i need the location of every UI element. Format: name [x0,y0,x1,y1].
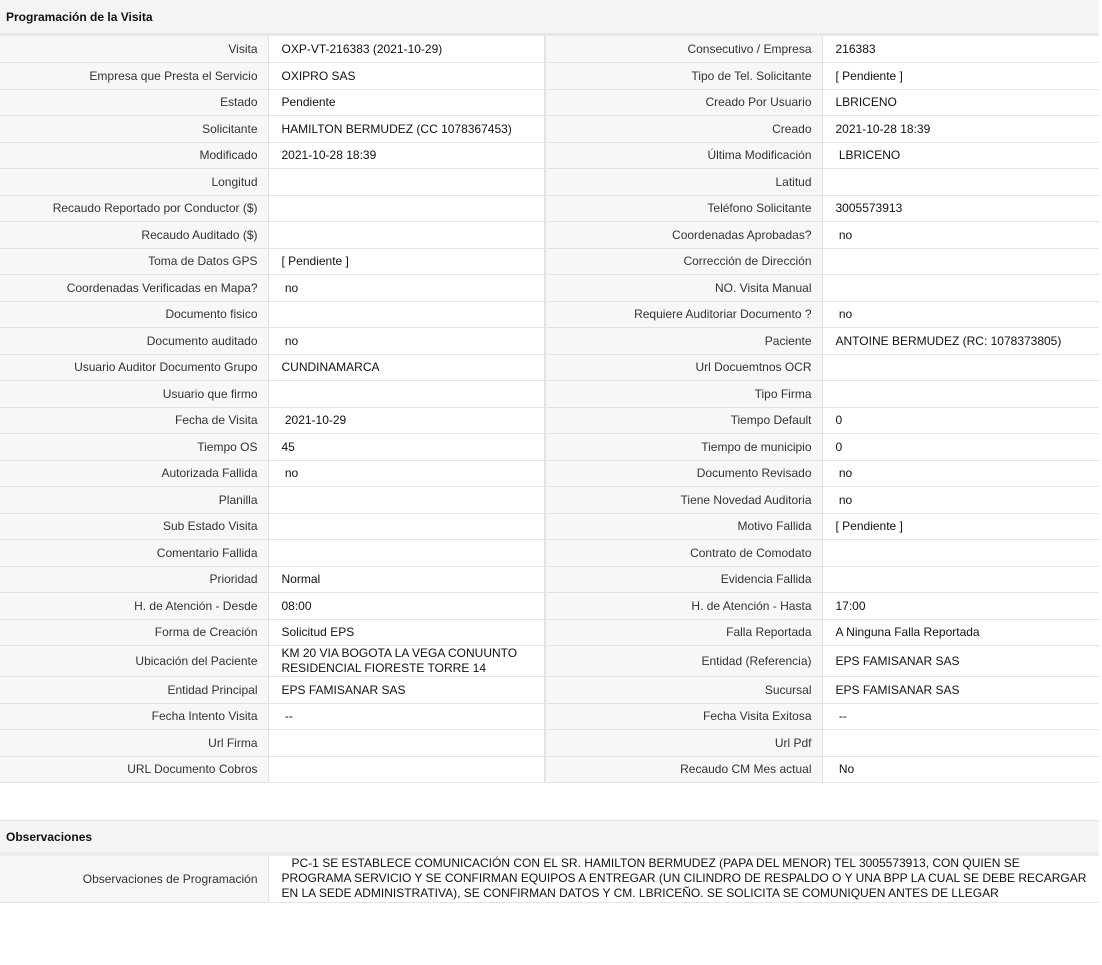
field-label: Toma de Datos GPS [0,248,268,275]
field-label: Latitud [545,169,822,196]
field-value: no [268,460,545,487]
field-value: 0 [822,434,1099,461]
field-value: PC-1 SE ESTABLECE COMUNICACIÓN CON EL SR. HAMILTON BERMUDEZ (PAPA DEL MENOR) TEL 3005573913, CON QUIEN SE PROGRAMA SERVICIO Y SE CONFIRMAN EQUIPOS A ENTREGAR (UN CILINDRO DE RESPALDO O Y UNA BPP LA CUAL SE DEBE RECARGAR EN LA SEDE ADMINISTRATIVA), SE CONFIRMAN DATOS Y CM. LBRICEÑO. SE SOLICITA SE COMUNIQUEN ANTES DE LLEGAR [268,856,1099,902]
field-label: Fecha Visita Exitosa [545,703,822,730]
field-value: 216383 [822,36,1099,63]
field-label: H. de Atención - Hasta [545,593,822,620]
field-label: Recaudo CM Mes actual [545,756,822,783]
table-row [0,381,1099,408]
table-row [0,142,1099,169]
field-label: Teléfono Solicitante [545,195,822,222]
field-value [268,195,545,222]
field-label: Sub Estado Visita [0,513,268,540]
section-title: Observaciones [6,829,93,844]
field-value [822,248,1099,275]
field-label: Recaudo Reportado por Conductor ($) [0,195,268,222]
field-label: Paciente [545,328,822,355]
field-value: no [822,487,1099,514]
field-value: no [268,275,545,302]
table-row [0,89,1099,116]
field-label: Prioridad [0,566,268,593]
field-value: No [822,756,1099,783]
field-value: Normal [268,566,545,593]
field-value: EPS FAMISANAR SAS [822,677,1099,704]
table-row [0,195,1099,222]
section-header-programacion [0,0,1099,36]
field-value: 0 [822,407,1099,434]
field-value: LBRICENO [822,142,1099,169]
table-row [0,460,1099,487]
field-label: Corrección de Dirección [545,248,822,275]
field-value [822,566,1099,593]
field-value [822,730,1099,757]
observaciones-table [0,856,1099,903]
field-value [268,487,545,514]
field-value [822,275,1099,302]
field-value: 2021-10-28 18:39 [822,116,1099,143]
table-row [0,169,1099,196]
field-label: URL Documento Cobros [0,756,268,783]
field-label: Tipo de Tel. Solicitante [545,63,822,90]
field-value: 17:00 [822,593,1099,620]
table-row [0,513,1099,540]
field-label: Entidad (Referencia) [545,646,822,677]
table-row [0,730,1099,757]
field-label: Tiempo Default [545,407,822,434]
field-label: Url Pdf [545,730,822,757]
field-label: Fecha Intento Visita [0,703,268,730]
field-label: Tiempo OS [0,434,268,461]
field-label: Tipo Firma [545,381,822,408]
field-label: Longitud [0,169,268,196]
field-label: Documento Revisado [545,460,822,487]
field-value [268,381,545,408]
field-value: HAMILTON BERMUDEZ (CC 1078367453) [268,116,545,143]
field-value: Solicitud EPS [268,619,545,646]
field-value: no [822,460,1099,487]
table-row [0,540,1099,567]
table-row [0,566,1099,593]
field-label: Documento auditado [0,328,268,355]
table-row [0,677,1099,704]
field-label: Usuario que firmo [0,381,268,408]
field-label: Tiene Novedad Auditoria [545,487,822,514]
field-label: Documento fisico [0,301,268,328]
field-value: 08:00 [268,593,545,620]
field-value: OXIPRO SAS [268,63,545,90]
table-row [0,703,1099,730]
field-label: Usuario Auditor Documento Grupo [0,354,268,381]
field-value: no [822,301,1099,328]
table-row [0,63,1099,90]
field-value: 45 [268,434,545,461]
table-row [0,756,1099,783]
field-value: [ Pendiente ] [822,63,1099,90]
field-value [268,540,545,567]
field-label: Coordenadas Verificadas en Mapa? [0,275,268,302]
field-value: KM 20 VIA BOGOTA LA VEGA CONUUNTO RESIDENCIAL FIORESTE TORRE 14 [268,646,545,677]
field-value [268,756,545,783]
field-label: Forma de Creación [0,619,268,646]
field-label: Observaciones de Programación [0,856,268,902]
table-row [0,593,1099,620]
field-value [822,354,1099,381]
table-row [0,354,1099,381]
field-value [822,540,1099,567]
field-value: no [822,222,1099,249]
field-label: Modificado [0,142,268,169]
table-row [0,36,1099,63]
field-value [268,301,545,328]
field-value [268,513,545,540]
field-value [822,169,1099,196]
field-value: CUNDINAMARCA [268,354,545,381]
field-label: Creado [545,116,822,143]
field-value [822,381,1099,408]
table-row [0,646,1099,677]
visit-details-table [0,36,1099,783]
table-row [0,487,1099,514]
table-row [0,116,1099,143]
field-label: Fecha de Visita [0,407,268,434]
field-value: Pendiente [268,89,545,116]
field-label: Evidencia Fallida [545,566,822,593]
field-label: NO. Visita Manual [545,275,822,302]
field-label: Empresa que Presta el Servicio [0,63,268,90]
field-label: Requiere Auditoriar Documento ? [545,301,822,328]
table-row [0,434,1099,461]
field-value: 2021-10-28 18:39 [268,142,545,169]
field-label: H. de Atención - Desde [0,593,268,620]
field-label: Tiempo de municipio [545,434,822,461]
section-header-observaciones [0,820,1099,856]
field-value: [ Pendiente ] [822,513,1099,540]
field-label: Ubicación del Paciente [0,646,268,677]
table-row [0,275,1099,302]
field-label: Contrato de Comodato [545,540,822,567]
field-value: A Ninguna Falla Reportada [822,619,1099,646]
table-row [0,407,1099,434]
field-value [268,730,545,757]
field-value: LBRICENO [822,89,1099,116]
field-value: OXP-VT-216383 (2021-10-29) [268,36,545,63]
table-row [0,328,1099,355]
field-label: Recaudo Auditado ($) [0,222,268,249]
table-row [0,248,1099,275]
field-label: Planilla [0,487,268,514]
field-value: 3005573913 [822,195,1099,222]
field-value [268,222,545,249]
field-value: 2021-10-29 [268,407,545,434]
field-label: Consecutivo / Empresa [545,36,822,63]
table-row [0,222,1099,249]
field-label: Entidad Principal [0,677,268,704]
field-value: EPS FAMISANAR SAS [268,677,545,704]
table-row [0,619,1099,646]
field-label: Falla Reportada [545,619,822,646]
field-label: Autorizada Fallida [0,460,268,487]
field-label: Coordenadas Aprobadas? [545,222,822,249]
field-label: Visita [0,36,268,63]
table-row [0,856,1099,902]
field-label: Comentario Fallida [0,540,268,567]
field-label: Url Firma [0,730,268,757]
field-label: Sucursal [545,677,822,704]
field-label: Url Docuemtnos OCR [545,354,822,381]
field-label: Estado [0,89,268,116]
field-value: ANTOINE BERMUDEZ (RC: 1078373805) [822,328,1099,355]
field-value [268,169,545,196]
field-label: Creado Por Usuario [545,89,822,116]
field-value: [ Pendiente ] [268,248,545,275]
field-label: Motivo Fallida [545,513,822,540]
section-title: Programación de la Visita [6,9,153,24]
field-value: EPS FAMISANAR SAS [822,646,1099,677]
field-value: -- [268,703,545,730]
field-label: Última Modificación [545,142,822,169]
table-row [0,301,1099,328]
field-value: -- [822,703,1099,730]
field-value: no [268,328,545,355]
field-label: Solicitante [0,116,268,143]
